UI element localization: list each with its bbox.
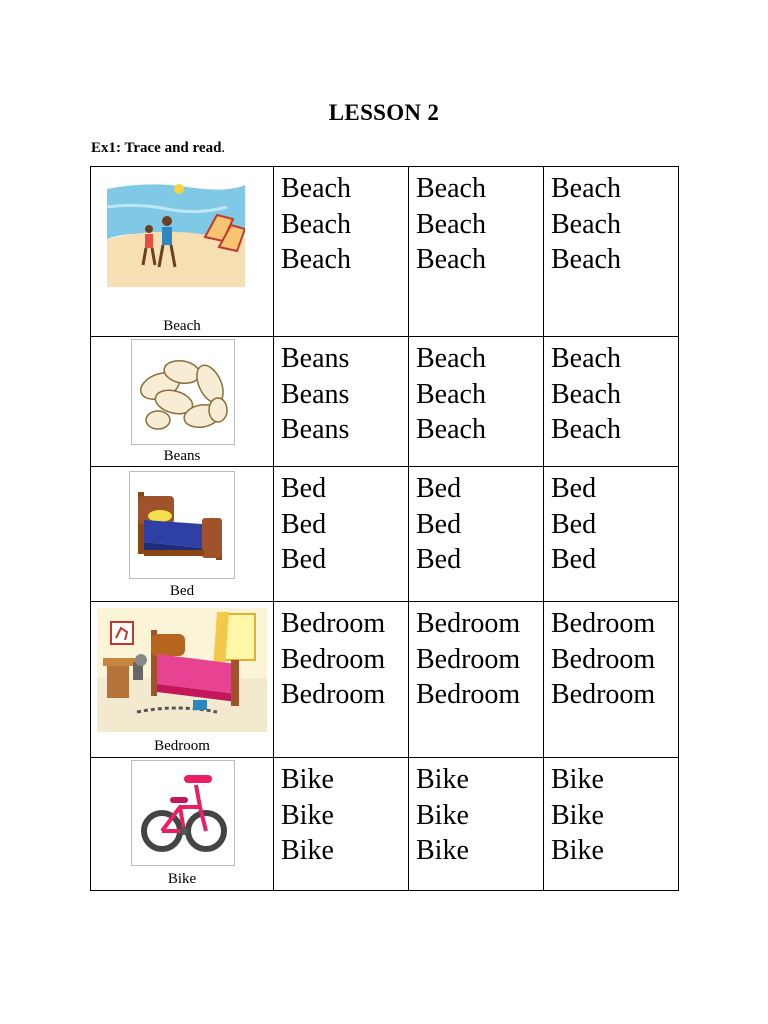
trace-word: Bike <box>281 835 334 866</box>
trace-word: Bike <box>551 764 604 795</box>
trace-word: Bedroom <box>551 608 656 639</box>
trace-word: Beach <box>551 208 621 240</box>
word-cell <box>274 758 409 891</box>
trace-word: Bedroom <box>551 679 656 710</box>
word-cell <box>274 337 409 467</box>
trace-word: Bedroom <box>416 679 521 710</box>
picture-cell <box>91 602 274 758</box>
word-cell <box>544 602 679 758</box>
word-cell <box>274 467 409 602</box>
trace-word: Bed <box>551 473 597 504</box>
word-cell <box>274 167 409 337</box>
word-cell <box>409 602 544 758</box>
picture-caption: Bike <box>167 871 197 887</box>
trace-table <box>90 166 679 891</box>
bed-illustration <box>129 471 235 579</box>
word-cell <box>409 167 544 337</box>
trace-word: Bed <box>551 508 597 540</box>
trace-word: Bike <box>281 799 334 831</box>
trace-word: Bike <box>281 764 334 795</box>
picture-caption: Beach <box>163 318 201 334</box>
trace-word: Bed <box>416 508 462 540</box>
table-row <box>91 467 679 602</box>
beans-illustration <box>131 339 235 445</box>
picture-caption: Bedroom <box>154 738 210 754</box>
trace-word: Bedroom <box>416 608 521 639</box>
word-cell <box>544 758 679 891</box>
trace-word: Beach <box>416 208 486 240</box>
trace-word: Bedroom <box>281 643 386 675</box>
instruction-period: . <box>221 140 226 156</box>
trace-word: Bike <box>551 835 604 866</box>
trace-word: Beach <box>551 414 621 445</box>
word-cell <box>544 467 679 602</box>
beach-illustration <box>107 177 245 287</box>
trace-word: Beach <box>416 173 486 204</box>
word-cell <box>409 758 544 891</box>
trace-word: Beach <box>281 173 351 204</box>
trace-word: Beans <box>281 378 350 410</box>
table-row <box>91 167 679 337</box>
trace-word: Bed <box>281 508 327 540</box>
trace-word: Bike <box>416 799 469 831</box>
word-cell <box>544 167 679 337</box>
trace-word: Bedroom <box>281 608 386 639</box>
trace-word: Bedroom <box>281 679 386 710</box>
trace-word: Beach <box>281 244 351 275</box>
trace-word: Bed <box>281 544 327 575</box>
trace-word: Beach <box>416 414 486 445</box>
trace-word: Bedroom <box>551 643 656 675</box>
picture-caption: Bed <box>169 583 195 599</box>
trace-word: Beach <box>551 244 621 275</box>
trace-word: Beans <box>281 343 350 374</box>
trace-word: Bedroom <box>416 643 521 675</box>
trace-word: Beach <box>551 173 621 204</box>
trace-word: Bed <box>416 473 462 504</box>
word-cell <box>274 602 409 758</box>
exercise-instruction <box>91 140 225 157</box>
table-row <box>91 758 679 891</box>
trace-word: Bed <box>281 473 327 504</box>
trace-word: Bike <box>416 764 469 795</box>
bedroom-illustration <box>97 608 267 732</box>
word-cell <box>409 337 544 467</box>
instruction-label: Ex1: Trace and read <box>91 140 222 156</box>
trace-word: Beach <box>551 378 621 410</box>
trace-word: Beach <box>416 343 486 374</box>
trace-word: Beans <box>281 414 350 445</box>
trace-word: Bed <box>416 544 462 575</box>
trace-word: Beach <box>551 343 621 374</box>
word-cell <box>544 337 679 467</box>
picture-caption: Beans <box>163 448 201 464</box>
trace-word: Bike <box>551 799 604 831</box>
picture-cell <box>91 758 274 891</box>
picture-cell <box>91 337 274 467</box>
trace-word: Bed <box>551 544 597 575</box>
picture-cell <box>91 167 274 337</box>
trace-word: Bike <box>416 835 469 866</box>
table-row <box>91 602 679 758</box>
trace-word: Beach <box>416 378 486 410</box>
trace-word: Beach <box>416 244 486 275</box>
bike-illustration <box>131 760 235 866</box>
lesson-title: LESSON 2 <box>328 100 440 125</box>
picture-cell <box>91 467 274 602</box>
table-row <box>91 337 679 467</box>
trace-word: Beach <box>281 208 351 240</box>
word-cell <box>409 467 544 602</box>
